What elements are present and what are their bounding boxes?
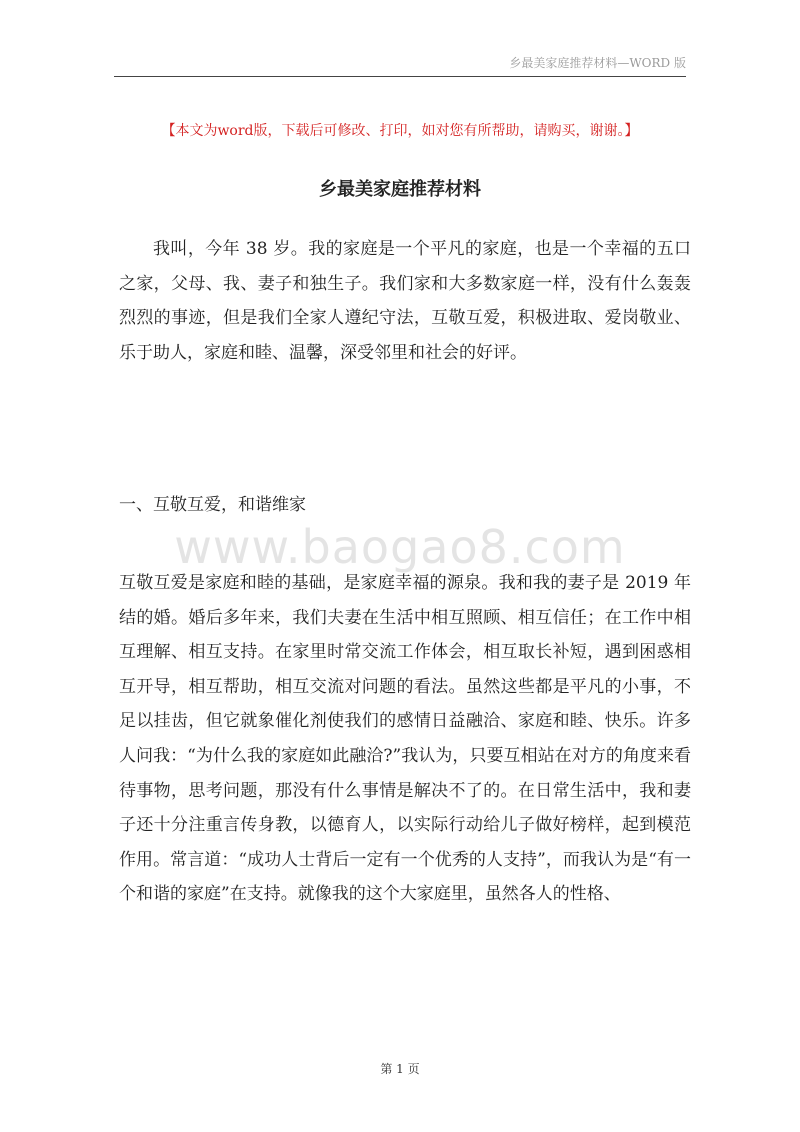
intro-paragraph: 我叫，今年 38 岁。我的家庭是一个平凡的家庭，也是一个幸福的五口之家，父母、我、妻子和独生子。我们家和大多数家庭一样，没有什么轰轰烈烈的事迹，但是我们全家人遵纪守法，互敬互爱，积极进取、爱岗敬业、乐于助人，家庭和睦、温馨，深受邻里和社会的好评。 [119,239,691,363]
document-title: 乡最美家庭推荐材料 [319,179,481,200]
section-body [119,566,691,912]
watermark: www.baogao8.com [174,520,626,574]
header-divider [114,76,686,77]
purchase-notice: 【本文为word版，下载后可修改、打印，如对您有所帮助，请购买，谢谢。】 [161,123,639,139]
section-paragraph: 互敬互爱是家庭和睦的基础，是家庭幸福的源泉。我和我的妻子是 2019 年结的婚。婚后多年来，我们夫妻在生活中相互照顾、相互信任；在工作中相互理解、相互支持。在家里时常交流工作体会，相互取长补短，遇到困惑相互开导，相互帮助，相互交流对问题的看法。虽然这些都是平凡的小事，不足以挂齿，但它就象催化剂使我们的感情日益融洽、家庭和睦、快乐。许多人问我：“为什么我的家庭如此融洽?”我认为，只要互相站在对方的角度来看待事物，思考问题，那没有什么事情是解决不了的。在日常生活中，我和妻子还十分注重言传身教，以德育人，以实际行动给儿子做好榜样，起到模范作用。常言道：“成功人士背后一定有一个优秀的人支持”，而我认为是“有一个和谐的家庭”在支持。就像我的这个大家庭里，虽然各人的性格、 [119,573,691,905]
intro-section [119,232,691,370]
section-heading: 一、互敬互爱，和谐维家 [119,495,306,515]
running-header: 乡最美家庭推荐材料—WORD 版 [509,56,686,70]
page-number: 第 1 页 [380,1062,420,1076]
